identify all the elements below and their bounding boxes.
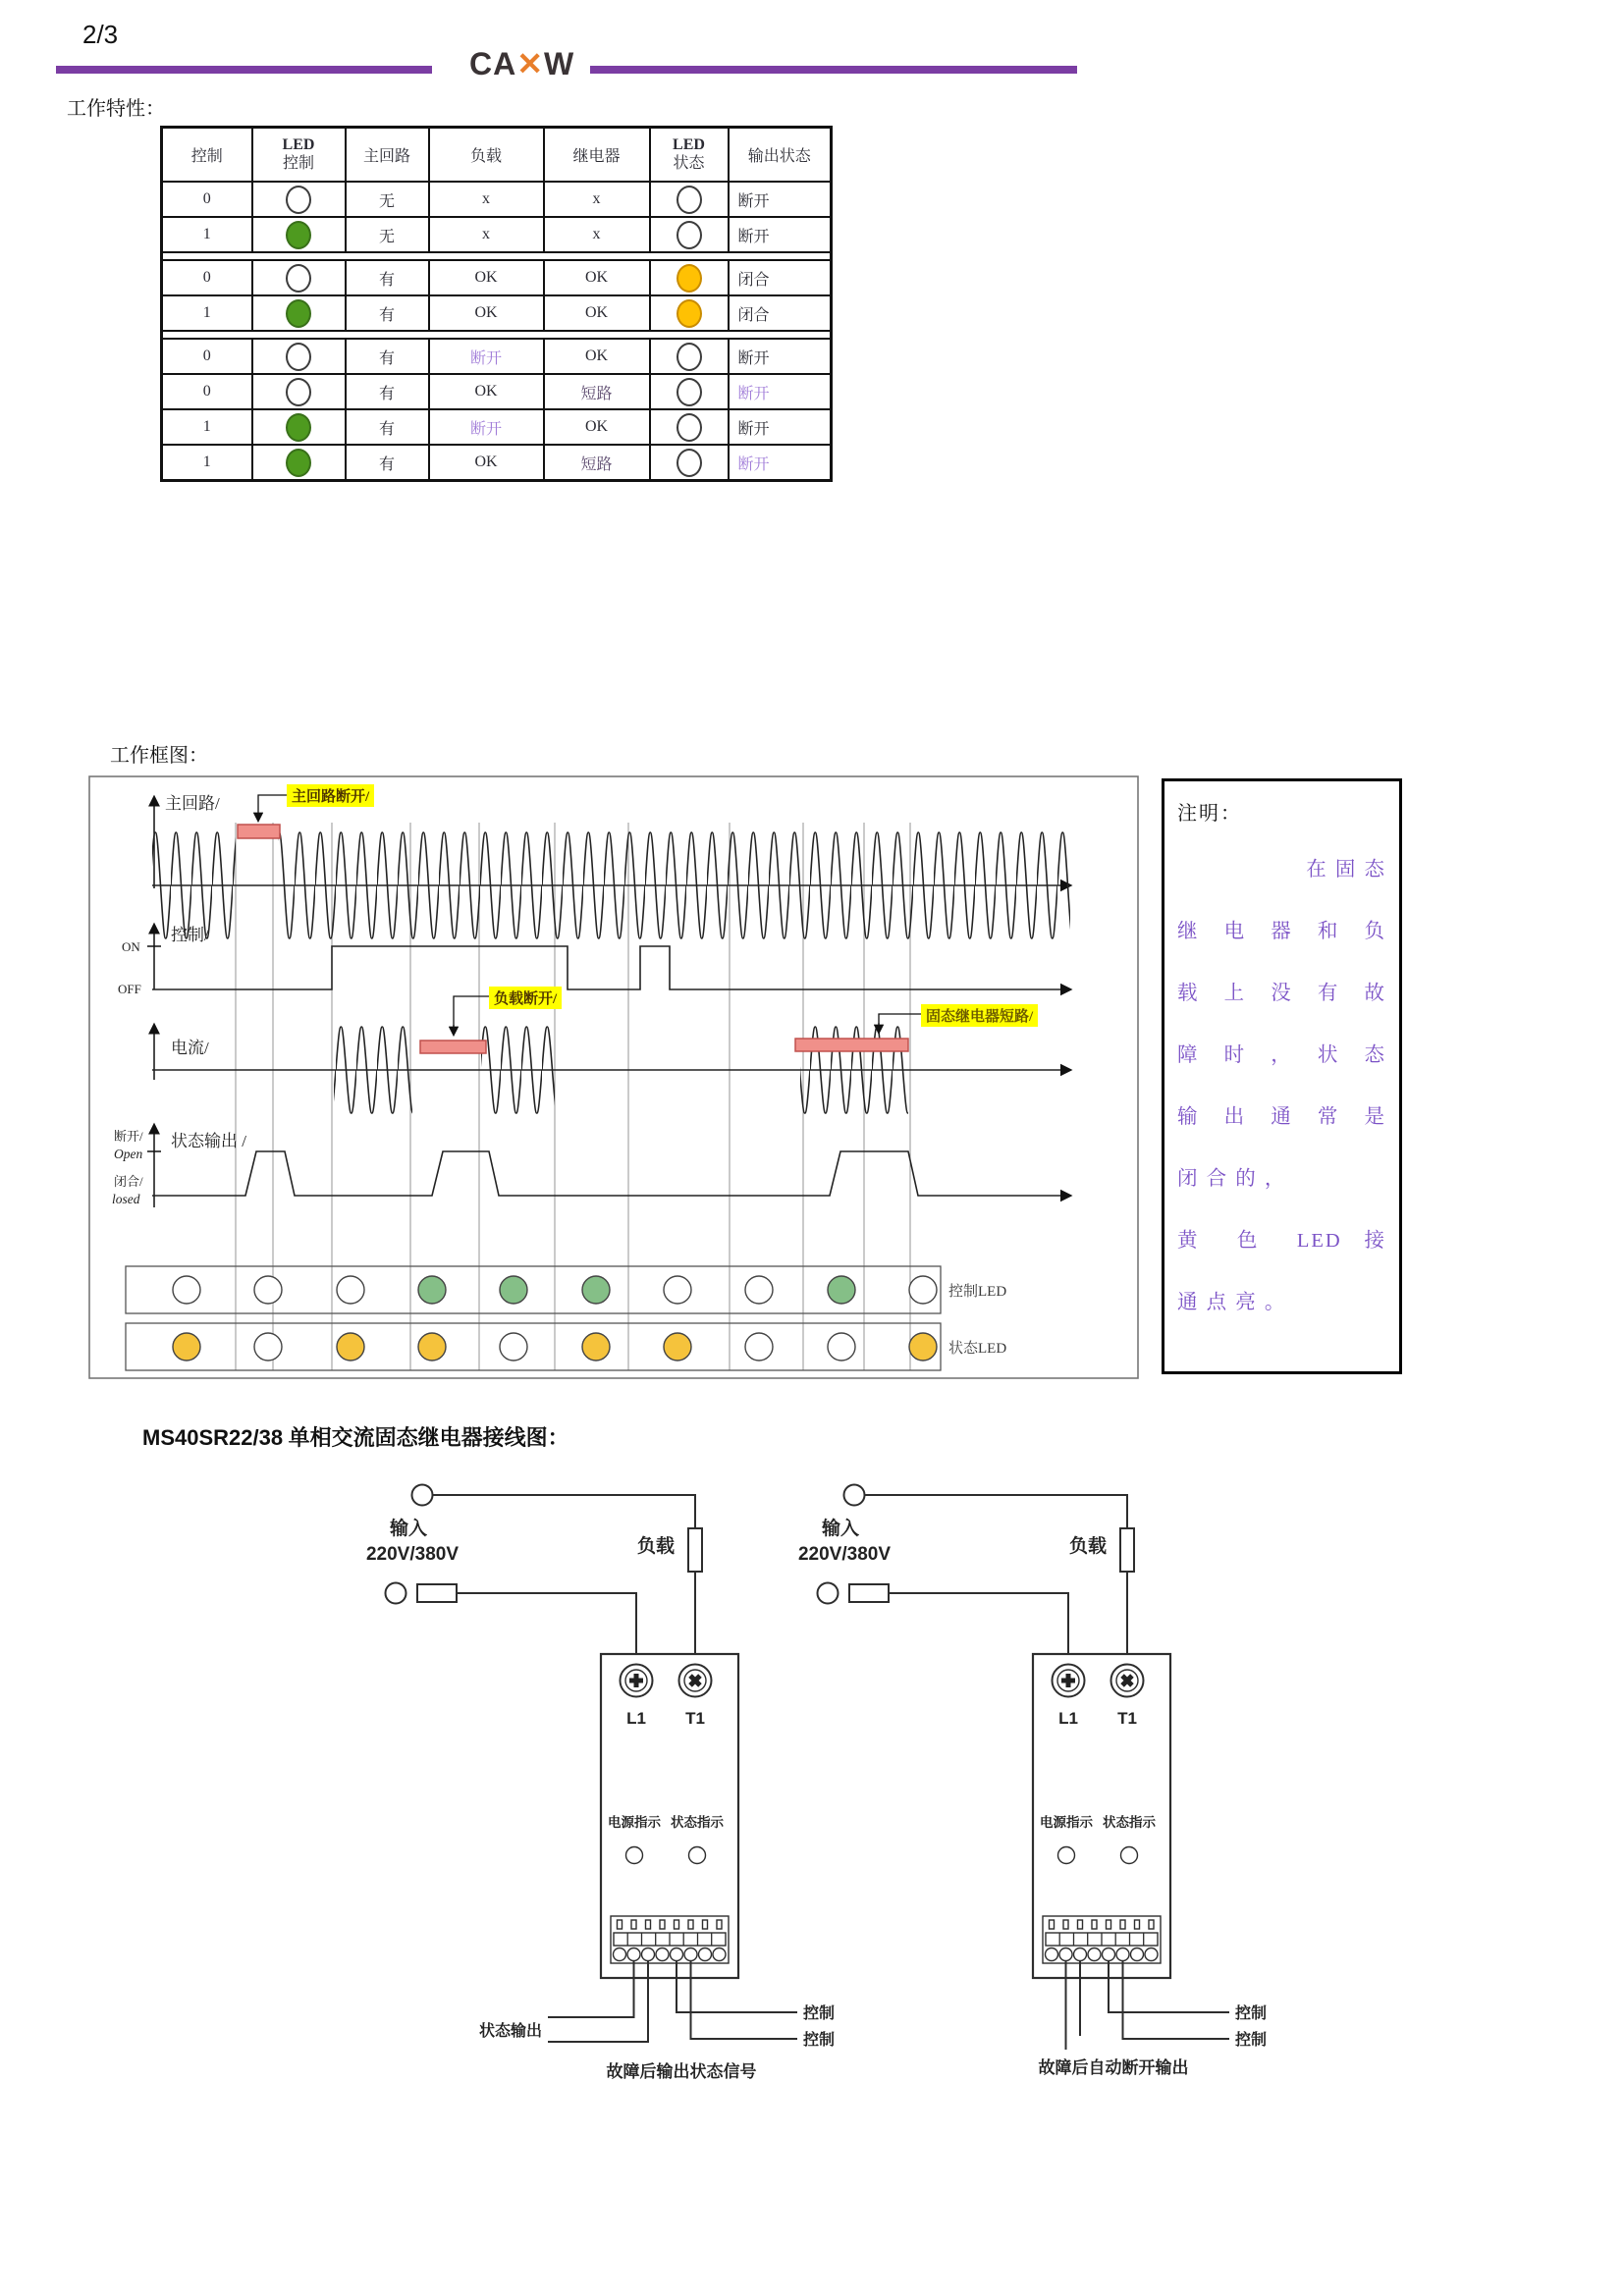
- status-output-wire-label: 状态输出: [478, 2023, 542, 2040]
- header-rule-left: [56, 66, 432, 74]
- main-sine-right: [278, 830, 1070, 940]
- note-line: 载 上 没 有 故: [1177, 983, 1386, 1004]
- note-line: 障 时 ， 状 态: [1177, 1044, 1386, 1066]
- main-break-bar: [238, 825, 280, 838]
- diagram2-caption: 故障后自动断开输出: [1038, 2058, 1189, 2077]
- led-status-indicator: [677, 378, 702, 406]
- led-control-indicator: [286, 449, 311, 477]
- caxw-logo: [469, 45, 574, 82]
- status-waveform: [152, 1151, 1070, 1196]
- logo-prefix: CA: [469, 46, 517, 81]
- control-led-strip: [126, 1266, 941, 1313]
- current-label: 电流/: [171, 1039, 209, 1057]
- note-title: 注明：: [1177, 803, 1242, 825]
- led-control-indicator: [286, 264, 311, 293]
- on-label: ON: [122, 939, 140, 954]
- wiring-diagrams: [265, 1472, 1355, 2110]
- power-indicator-label: 电源指示: [608, 1815, 661, 1830]
- note-line: 通 点 亮 。: [1177, 1292, 1287, 1313]
- table-row: 0 有 OK OK 闭合: [162, 260, 832, 295]
- input-terminal-icon: [412, 1485, 433, 1506]
- status-led-label: 状态LED: [948, 1341, 1007, 1357]
- control-wire-label: 控制: [1235, 2005, 1268, 2022]
- diagram1-caption: 故障后输出状态信号: [606, 2062, 757, 2081]
- page-number: 2/3: [82, 20, 119, 49]
- led-control-indicator: [286, 186, 311, 214]
- note-line: 输 出 通 常 是: [1177, 1106, 1386, 1128]
- control-wire-label: 控制: [803, 2032, 836, 2049]
- led-control-indicator: [286, 378, 311, 406]
- table-row: 1 有 断开 OK 断开: [162, 409, 832, 445]
- closed-cn-label: 闭合/: [114, 1174, 143, 1189]
- input-terminal-icon: [386, 1583, 406, 1604]
- col-load: 负载: [429, 128, 544, 183]
- logo-x-icon: ✕: [516, 46, 545, 81]
- col-led-control: LED 控制: [252, 128, 346, 183]
- led-status-indicator: [677, 449, 702, 477]
- led-status-indicator: [677, 221, 702, 249]
- led-control-indicator: [286, 343, 311, 371]
- timing-diagram: [88, 775, 1139, 1379]
- off-label: OFF: [118, 982, 141, 996]
- led-status-indicator: [677, 413, 702, 442]
- led-control-indicator: [286, 221, 311, 249]
- table-row: 0 无 x x 断开: [162, 182, 832, 217]
- relay-unit: [1033, 1654, 1170, 1978]
- current-burst-2: [481, 1025, 555, 1115]
- closed-en-label: losed: [112, 1192, 140, 1206]
- col-main-circuit: 主回路: [346, 128, 429, 183]
- l1-label: L1: [626, 1709, 646, 1728]
- load-resistor-icon: [688, 1528, 702, 1572]
- open-cn-label: 断开/: [114, 1129, 143, 1144]
- note-line: 黄 色 LED 接: [1177, 1230, 1386, 1252]
- table-row: 1 有 OK 短路 断开: [162, 445, 832, 481]
- main-break-callout: 主回路断开/: [287, 784, 374, 807]
- input-voltage-label: 220V/380V: [365, 1544, 460, 1565]
- relay-unit: [601, 1654, 738, 1978]
- col-relay: 继电器: [544, 128, 650, 183]
- control-led-label: 控制LED: [948, 1284, 1007, 1300]
- status-indicator-label: 状态指示: [671, 1815, 724, 1830]
- section-title-block-diagram: 工作框图：: [110, 745, 208, 767]
- ssr-short-bar: [795, 1039, 908, 1051]
- note-line: 闭 合 的 ，: [1177, 1168, 1287, 1190]
- control-wire-label: 控制: [803, 2005, 836, 2022]
- characteristics-table: [160, 126, 833, 482]
- led-status-indicator: [677, 299, 702, 328]
- input-circuit: [798, 1485, 1134, 1666]
- section-title-characteristics: 工作特性：: [67, 98, 165, 120]
- control-wire-label: 控制: [1235, 2032, 1268, 2049]
- input-label: 输入: [389, 1519, 428, 1539]
- status-led-strip: [126, 1323, 941, 1370]
- led-status-indicator: [677, 186, 702, 214]
- terminal-strip: [611, 1916, 729, 1963]
- current-burst-1: [334, 1025, 412, 1115]
- led-status-indicator: [677, 343, 702, 371]
- note-line: 继 电 器 和 负: [1177, 921, 1386, 942]
- load-label: 负载: [636, 1536, 676, 1557]
- note-box: [1162, 778, 1402, 1374]
- control-waveform: [152, 946, 1070, 989]
- logo-suffix: W: [544, 46, 575, 81]
- wiring-title-text: 单相交流固态继电器接线图：: [283, 1425, 569, 1450]
- group-separator: [162, 331, 832, 339]
- table-row: 0 有 断开 OK 断开: [162, 339, 832, 374]
- ssr-short-callout: 固态继电器短路/: [921, 1004, 1038, 1027]
- status-indicator-led-icon: [689, 1847, 706, 1864]
- note-line: 在 固 态: [1306, 859, 1386, 881]
- table-header-row: [162, 128, 832, 183]
- power-indicator-led-icon: [626, 1847, 643, 1864]
- load-break-bar: [420, 1041, 486, 1053]
- input-circuit: [366, 1485, 702, 1666]
- col-output-status: 输出状态: [729, 128, 832, 183]
- led-control-indicator: [286, 299, 311, 328]
- table-row: 1 有 OK OK 闭合: [162, 295, 832, 331]
- group-separator: [162, 252, 832, 260]
- col-control: 控制: [162, 128, 252, 183]
- led-status-indicator: [677, 264, 702, 293]
- header-rule-right: [590, 66, 1077, 74]
- model-number: MS40SR22/38: [142, 1425, 284, 1450]
- status-output-label: 状态输出 /: [171, 1132, 246, 1150]
- led-control-indicator: [286, 413, 311, 442]
- open-en-label: Open: [114, 1147, 143, 1161]
- fuse-icon: [417, 1584, 457, 1602]
- section-title-wiring: [142, 1421, 569, 1452]
- table-row: 0 有 OK 短路 断开: [162, 374, 832, 409]
- control-label: 控制/: [171, 926, 209, 944]
- main-circuit-label: 主回路/: [165, 794, 220, 813]
- load-break-callout: 负载断开/: [489, 987, 562, 1009]
- table-row: 1 无 x x 断开: [162, 217, 832, 252]
- col-led-status: LED 状态: [650, 128, 729, 183]
- t1-label: T1: [685, 1709, 705, 1728]
- main-sine-left: [152, 830, 236, 940]
